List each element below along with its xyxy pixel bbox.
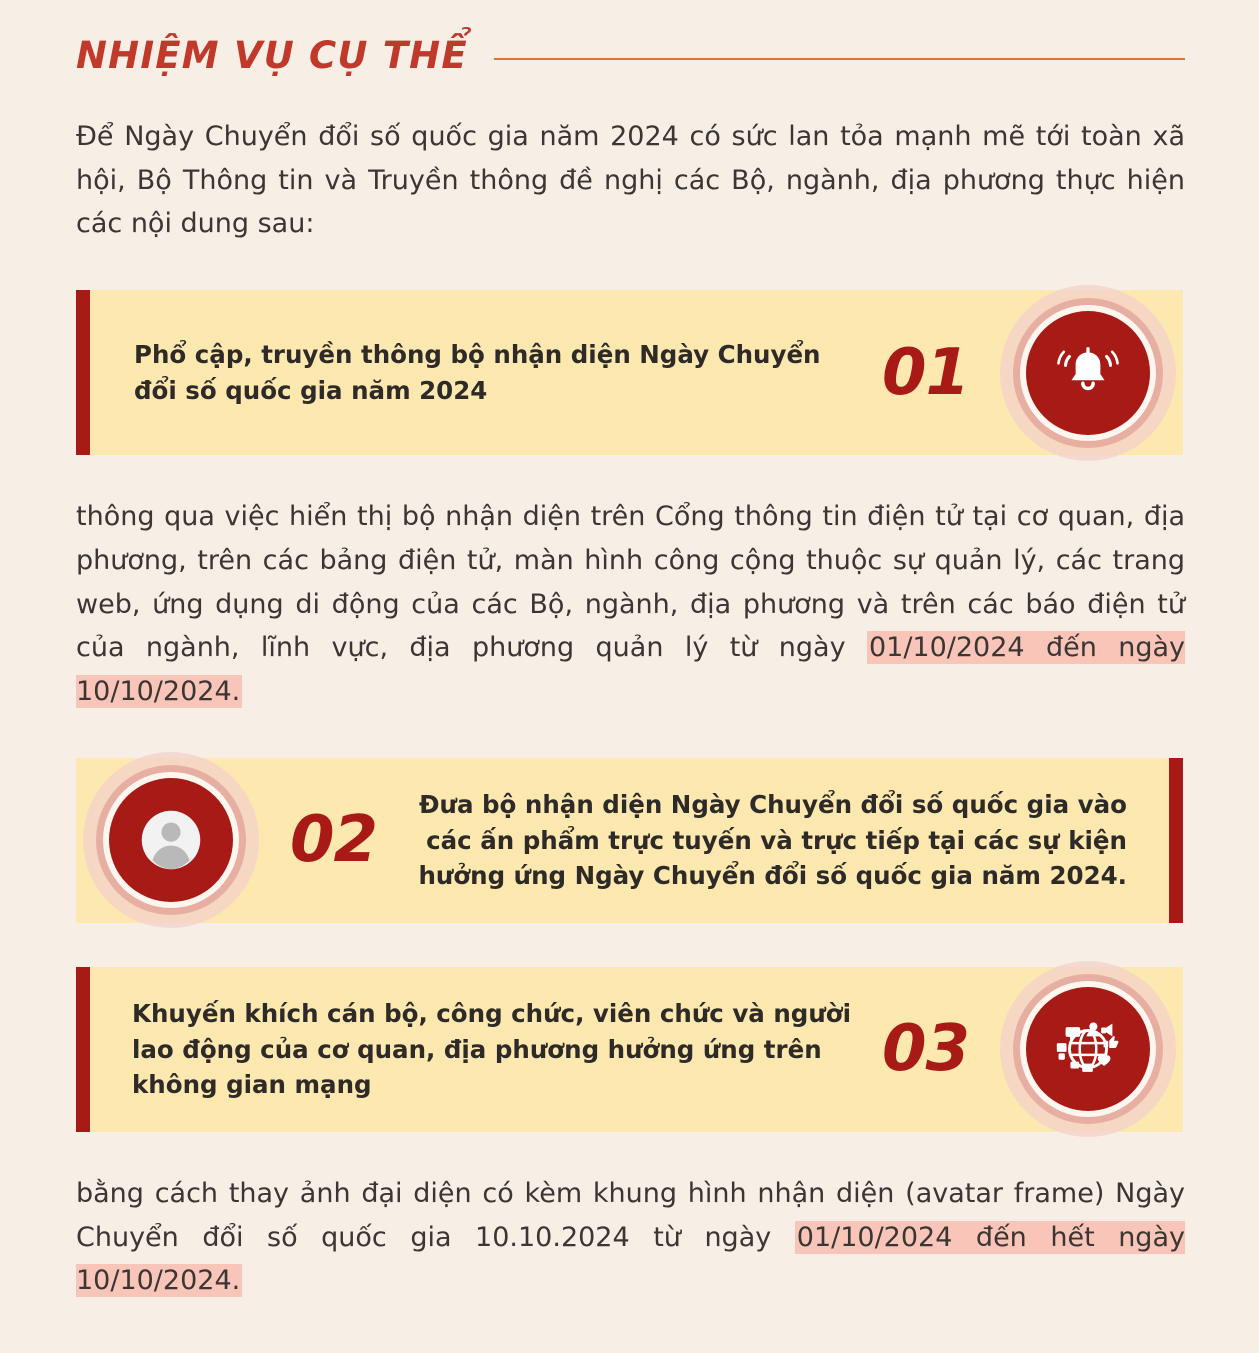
card-badge bbox=[76, 745, 266, 935]
badge-circle bbox=[1026, 987, 1150, 1111]
card-accent-bar bbox=[76, 967, 90, 1132]
badge-circle bbox=[1026, 311, 1150, 435]
paragraph-text: bằng cách thay ảnh đại diện có kèm khung hình nhận diện (avatar frame) Ngày Chuyển đổi số quốc gia 10.10.2024 từ ngày bbox=[76, 1177, 1185, 1253]
highlighted-date-range: 01/10/2024 đến ngày 10/10/2024. bbox=[76, 632, 1186, 708]
card-text: Đưa bộ nhận diện Ngày Chuyển đổi số quốc gia vào các ấn phẩm trực tuyến và trực tiếp tại các sự kiện hưởng ứng Ngày Chuyển đổi số quốc gia năm 2024. bbox=[418, 790, 1127, 891]
card-body bbox=[76, 758, 1169, 923]
globe-social-icon bbox=[1049, 1010, 1127, 1088]
paragraph-after-card-03 bbox=[76, 1172, 1185, 1353]
card-body bbox=[90, 967, 1183, 1132]
card-text: Phổ cập, truyền thông bộ nhận diện Ngày Chuyển đổi số quốc gia năm 2024 bbox=[134, 340, 821, 405]
card-number: 03 bbox=[881, 1012, 969, 1087]
user-avatar-icon bbox=[135, 804, 207, 876]
card-accent-bar bbox=[1169, 758, 1183, 923]
card-number: 02 bbox=[290, 803, 378, 878]
card-body bbox=[90, 290, 1183, 455]
page-title: NHIỆM VỤ CỤ THỂ bbox=[76, 34, 468, 77]
task-card-01 bbox=[76, 290, 1183, 455]
section-header bbox=[0, 0, 1259, 77]
paragraph-text: thông qua việc hiển thị bộ nhận diện trên Cổng thông tin điện tử tại cơ quan, địa phương, trên các bảng điện tử, màn hình công cộng thuộc sự quản lý, các trang web, ứng dụng di động của các Bộ, ngành, địa phương và trên các báo điện tử của ngành, lĩnh vực, địa phương quản lý từ ngày bbox=[76, 501, 1185, 664]
task-card-03 bbox=[76, 967, 1183, 1132]
card-accent-bar bbox=[76, 290, 90, 455]
highlighted-date-range: 01/10/2024 đến hết ngày 10/10/2024. bbox=[76, 1221, 1185, 1297]
card-badge bbox=[993, 278, 1183, 468]
intro-paragraph: Để Ngày Chuyển đổi số quốc gia năm 2024 có sức lan tỏa mạnh mẽ tới toàn xã hội, Bộ Thông tin và Truyền thông đề nghị các Bộ, ngành, địa phương thực hiện các nội dung sau: bbox=[76, 121, 1185, 240]
badge-circle bbox=[109, 778, 233, 902]
bell-icon bbox=[1055, 340, 1121, 406]
header-divider bbox=[494, 58, 1185, 60]
paragraph-after-card-01 bbox=[76, 495, 1185, 714]
task-card-02 bbox=[76, 758, 1183, 923]
card-badge bbox=[993, 954, 1183, 1144]
card-text: Khuyến khích cán bộ, công chức, viên chức và người lao động của cơ quan, địa phương hưởng ứng trên không gian mạng bbox=[132, 999, 852, 1100]
card-number: 01 bbox=[881, 335, 969, 410]
